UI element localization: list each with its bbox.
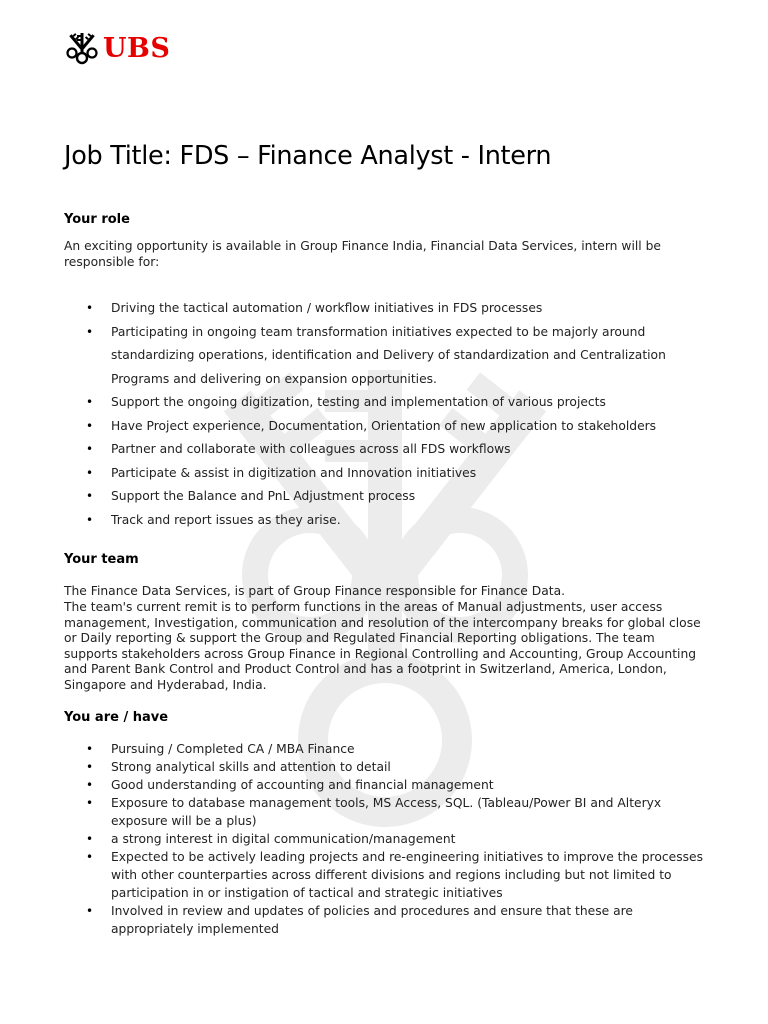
role-list xyxy=(64,297,710,532)
list-item xyxy=(64,776,710,794)
list-item xyxy=(64,438,710,462)
list-item-text: Driving the tactical automation / workflow initiatives in FDS processes xyxy=(111,301,543,315)
list-item xyxy=(64,794,710,830)
bullet-icon: • xyxy=(86,760,94,774)
bullet-icon: • xyxy=(86,778,94,792)
bullet-icon: • xyxy=(86,489,94,503)
list-item-text: Track and report issues as they arise. xyxy=(111,512,341,527)
bullet-icon: • xyxy=(86,850,94,864)
list-item xyxy=(64,485,710,509)
bullet-icon: • xyxy=(86,418,94,433)
list-item xyxy=(64,902,710,938)
bullet-icon: • xyxy=(86,324,94,339)
list-item xyxy=(64,830,710,848)
list-item-text: Participate & assist in digitization and Innovation initiatives xyxy=(111,465,477,480)
bullet-icon: • xyxy=(86,904,94,918)
bullet-icon: • xyxy=(86,395,94,409)
bullet-icon: • xyxy=(86,301,94,315)
list-item xyxy=(64,321,710,392)
have-list xyxy=(64,740,710,938)
bullet-icon: • xyxy=(86,442,94,456)
role-intro: An exciting opportunity is available in Group Finance India, Financial Data Services, intern will be responsible for: xyxy=(64,239,661,269)
logo-text: UBS xyxy=(103,33,171,64)
you-are-have-heading: You are / have xyxy=(64,710,169,725)
list-item-text: Strong analytical skills and attention to detail xyxy=(111,760,391,774)
list-item-text: Partner and collaborate with colleagues across all FDS workflows xyxy=(111,442,511,456)
list-item-text: Exposure to database management tools, MS Access, SQL. (Tableau/Power BI and Alteryx exposure will be a plus) xyxy=(111,796,662,828)
list-item-text: Participating in ongoing team transformation initiatives expected to be majorly around standardizing operations, identification and Delivery of standardization and Centralization Programs and delivering on expansion opportunities. xyxy=(111,324,666,386)
list-item-text: Involved in review and updates of policies and procedures and ensure that these are appropriately implemented xyxy=(111,904,633,936)
ubs-keys-icon xyxy=(64,31,100,67)
bullet-icon: • xyxy=(86,742,94,756)
list-item xyxy=(64,740,710,758)
ubs-logo xyxy=(64,31,170,67)
list-item-text: Expected to be actively leading projects and re-engineering initiatives to improve the processes with other counterparties across different divisions and regions including but not limited to participation in or instigation of tactical and strategic initiatives xyxy=(111,850,703,900)
list-item xyxy=(64,758,710,776)
list-item-text: Support the ongoing digitization, testing and implementation of various projects xyxy=(111,395,606,409)
team-para-1: The Finance Data Services, is part of Group Finance responsible for Finance Data. xyxy=(64,584,566,598)
list-item xyxy=(64,415,710,439)
bullet-icon: • xyxy=(86,796,94,810)
list-item xyxy=(64,848,710,902)
your-role-heading: Your role xyxy=(64,212,130,227)
your-team-heading: Your team xyxy=(64,552,139,567)
bullet-icon: • xyxy=(86,465,94,480)
list-item xyxy=(64,391,710,415)
list-item-text: Support the Balance and PnL Adjustment process xyxy=(111,489,416,503)
list-item-text: Good understanding of accounting and financial management xyxy=(111,778,494,792)
list-item-text: Pursuing / Completed CA / MBA Finance xyxy=(111,742,355,756)
list-item-text: Have Project experience, Documentation, Orientation of new application to stakeholders xyxy=(111,418,657,433)
list-item xyxy=(64,509,710,533)
job-title: Job Title: FDS – Finance Analyst - Intern xyxy=(64,141,552,171)
list-item xyxy=(64,297,710,321)
bullet-icon: • xyxy=(86,512,94,527)
team-para-2: The team's current remit is to perform functions in the areas of Manual adjustments, user access management, Investigation, communication and resolution of the intercompany breaks for global close or Daily reporting & support the Group and Regulated Financial Reporting obligations. The team supports stakeholders across Group Finance in Regional Controlling and Accounting, Group Accounting and Parent Bank Control and Product Control and has a footprint in Switzerland, America, London, Singapore and Hyderabad, India. xyxy=(64,600,701,692)
list-item xyxy=(64,462,710,486)
list-item-text: a strong interest in digital communication/management xyxy=(111,832,456,846)
bullet-icon: • xyxy=(86,832,94,846)
